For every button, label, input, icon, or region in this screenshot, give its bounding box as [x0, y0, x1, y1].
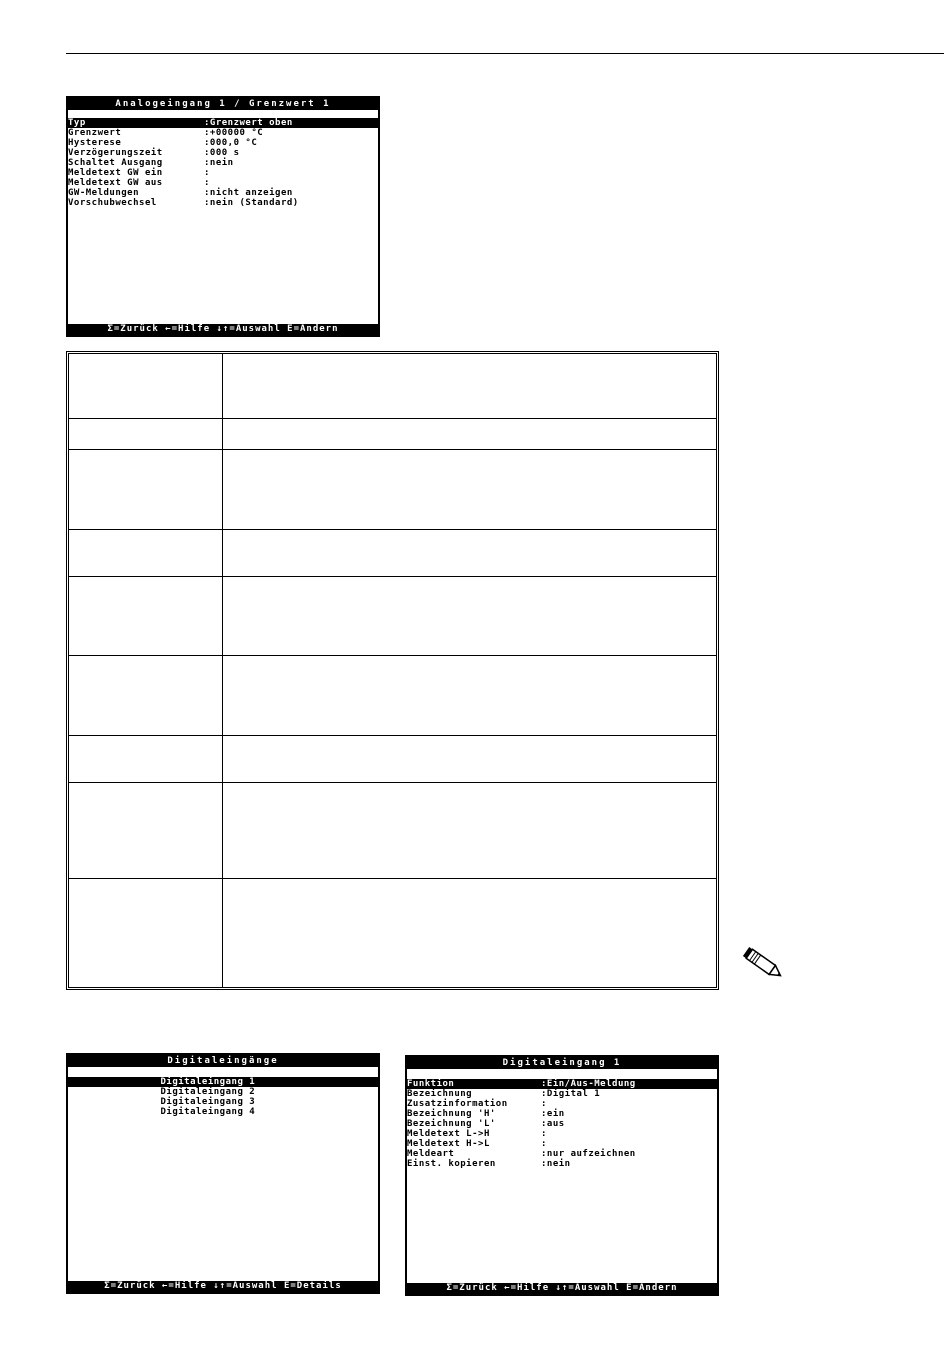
- setting-label: Meldetext H->L: [407, 1139, 490, 1149]
- header-rule: [66, 53, 944, 54]
- setting-value: :: [204, 168, 210, 178]
- table-row: [69, 419, 716, 450]
- setting-row[interactable]: [407, 1109, 717, 1119]
- setting-label: Bezeichnung 'L': [407, 1119, 496, 1129]
- table-cell-description: [223, 450, 716, 529]
- pencil-icon: [738, 944, 788, 984]
- setting-value: :nein: [541, 1159, 571, 1169]
- setting-label: GW-Meldungen: [68, 188, 140, 198]
- table-cell-name: [69, 783, 223, 878]
- parameter-table: [66, 351, 719, 990]
- setting-value: :Grenzwert oben: [204, 118, 293, 128]
- menu-item[interactable]: [68, 1107, 378, 1117]
- setting-row[interactable]: [68, 168, 378, 178]
- setting-row[interactable]: [68, 188, 378, 198]
- screen-digital-input-1: [405, 1055, 719, 1296]
- setting-row[interactable]: [407, 1139, 717, 1149]
- setting-label: Grenzwert: [68, 128, 122, 138]
- setting-label: Typ: [68, 118, 86, 128]
- setting-label: Meldeart: [407, 1149, 455, 1159]
- menu-item[interactable]: [68, 1077, 378, 1087]
- menu-item-label: Digitaleingang 2: [160, 1087, 256, 1097]
- setting-value: :000,0 °C: [204, 138, 258, 148]
- table-row: [69, 354, 716, 419]
- table-cell-description: [223, 530, 716, 576]
- screen-analog-limit: [66, 96, 380, 337]
- menu-item-label: Digitaleingang 4: [160, 1107, 256, 1117]
- setting-label: Meldetext GW ein: [68, 168, 163, 178]
- menu-list: [68, 1077, 378, 1117]
- table-cell-name: [69, 656, 223, 735]
- setting-list: [68, 118, 378, 208]
- setting-label: Vorschubwechsel: [68, 198, 157, 208]
- setting-row[interactable]: [407, 1099, 717, 1109]
- setting-list: [407, 1079, 717, 1169]
- menu-item-label: Digitaleingang 3: [160, 1097, 256, 1107]
- setting-label: Bezeichnung 'H': [407, 1109, 496, 1119]
- setting-value: :aus: [541, 1119, 565, 1129]
- setting-row[interactable]: [68, 118, 378, 128]
- setting-value: :: [204, 178, 210, 188]
- setting-label: Meldetext L->H: [407, 1129, 490, 1139]
- table-row: [69, 530, 716, 577]
- menu-item-label: Digitaleingang 1: [160, 1077, 256, 1087]
- setting-label: Einst. kopieren: [407, 1159, 496, 1169]
- table-row: [69, 736, 716, 783]
- table-cell-name: [69, 879, 223, 988]
- table-cell-description: [223, 656, 716, 735]
- setting-row[interactable]: [68, 128, 378, 138]
- setting-value: :ein: [541, 1109, 565, 1119]
- table-cell-name: [69, 736, 223, 782]
- setting-value: :000 s: [204, 148, 240, 158]
- screen-footer: Σ=Zurück ←=Hilfe ↓↑=Auswahl E=Details: [68, 1281, 378, 1292]
- setting-row[interactable]: [407, 1089, 717, 1099]
- setting-row[interactable]: [68, 178, 378, 188]
- table-cell-description: [223, 577, 716, 655]
- setting-value: :Ein/Aus-Meldung: [541, 1079, 636, 1089]
- setting-label: Hysterese: [68, 138, 122, 148]
- setting-label: Bezeichnung: [407, 1089, 473, 1099]
- screen-title: Digitaleingang 1: [407, 1057, 717, 1069]
- setting-value: :Digital 1: [541, 1089, 601, 1099]
- menu-item[interactable]: [68, 1097, 378, 1107]
- setting-value: :: [541, 1139, 547, 1149]
- setting-row[interactable]: [407, 1149, 717, 1159]
- setting-value: :nein (Standard): [204, 198, 299, 208]
- setting-label: Schaltet Ausgang: [68, 158, 163, 168]
- setting-label: Zusatzinformation: [407, 1099, 508, 1109]
- screen-digital-inputs: [66, 1053, 380, 1294]
- setting-value: :: [541, 1129, 547, 1139]
- setting-label: Funktion: [407, 1079, 455, 1089]
- table-cell-description: [223, 419, 716, 449]
- table-row: [69, 656, 716, 736]
- setting-row[interactable]: [407, 1159, 717, 1169]
- setting-row[interactable]: [68, 138, 378, 148]
- setting-value: :nicht anzeigen: [204, 188, 293, 198]
- setting-row[interactable]: [407, 1079, 717, 1089]
- table-cell-description: [223, 736, 716, 782]
- table-row: [69, 783, 716, 879]
- table-cell-name: [69, 354, 223, 418]
- table-row: [69, 879, 716, 988]
- setting-label: Verzögerungszeit: [68, 148, 163, 158]
- setting-row[interactable]: [68, 158, 378, 168]
- screen-title: Digitaleingänge: [68, 1055, 378, 1067]
- setting-row[interactable]: [68, 198, 378, 208]
- table-row: [69, 577, 716, 656]
- table-cell-name: [69, 450, 223, 529]
- table-row: [69, 450, 716, 530]
- setting-row[interactable]: [407, 1119, 717, 1129]
- setting-value: :nein: [204, 158, 234, 168]
- table-cell-name: [69, 577, 223, 655]
- setting-row[interactable]: [407, 1129, 717, 1139]
- table-cell-name: [69, 530, 223, 576]
- setting-label: Meldetext GW aus: [68, 178, 163, 188]
- setting-value: :: [541, 1099, 547, 1109]
- setting-row[interactable]: [68, 148, 378, 158]
- screen-title: Analogeingang 1 / Grenzwert 1: [68, 98, 378, 110]
- table-cell-description: [223, 879, 716, 988]
- setting-value: :nur aufzeichnen: [541, 1149, 636, 1159]
- menu-item[interactable]: [68, 1087, 378, 1097]
- table-cell-description: [223, 783, 716, 878]
- screen-footer: Σ=Zurück ←=Hilfe ↓↑=Auswahl E=Ändern: [407, 1283, 717, 1294]
- table-cell-name: [69, 419, 223, 449]
- setting-value: :+00000 °C: [204, 128, 264, 138]
- screen-footer: Σ=Zurück ←=Hilfe ↓↑=Auswahl E=Ändern: [68, 324, 378, 335]
- table-cell-description: [223, 354, 716, 418]
